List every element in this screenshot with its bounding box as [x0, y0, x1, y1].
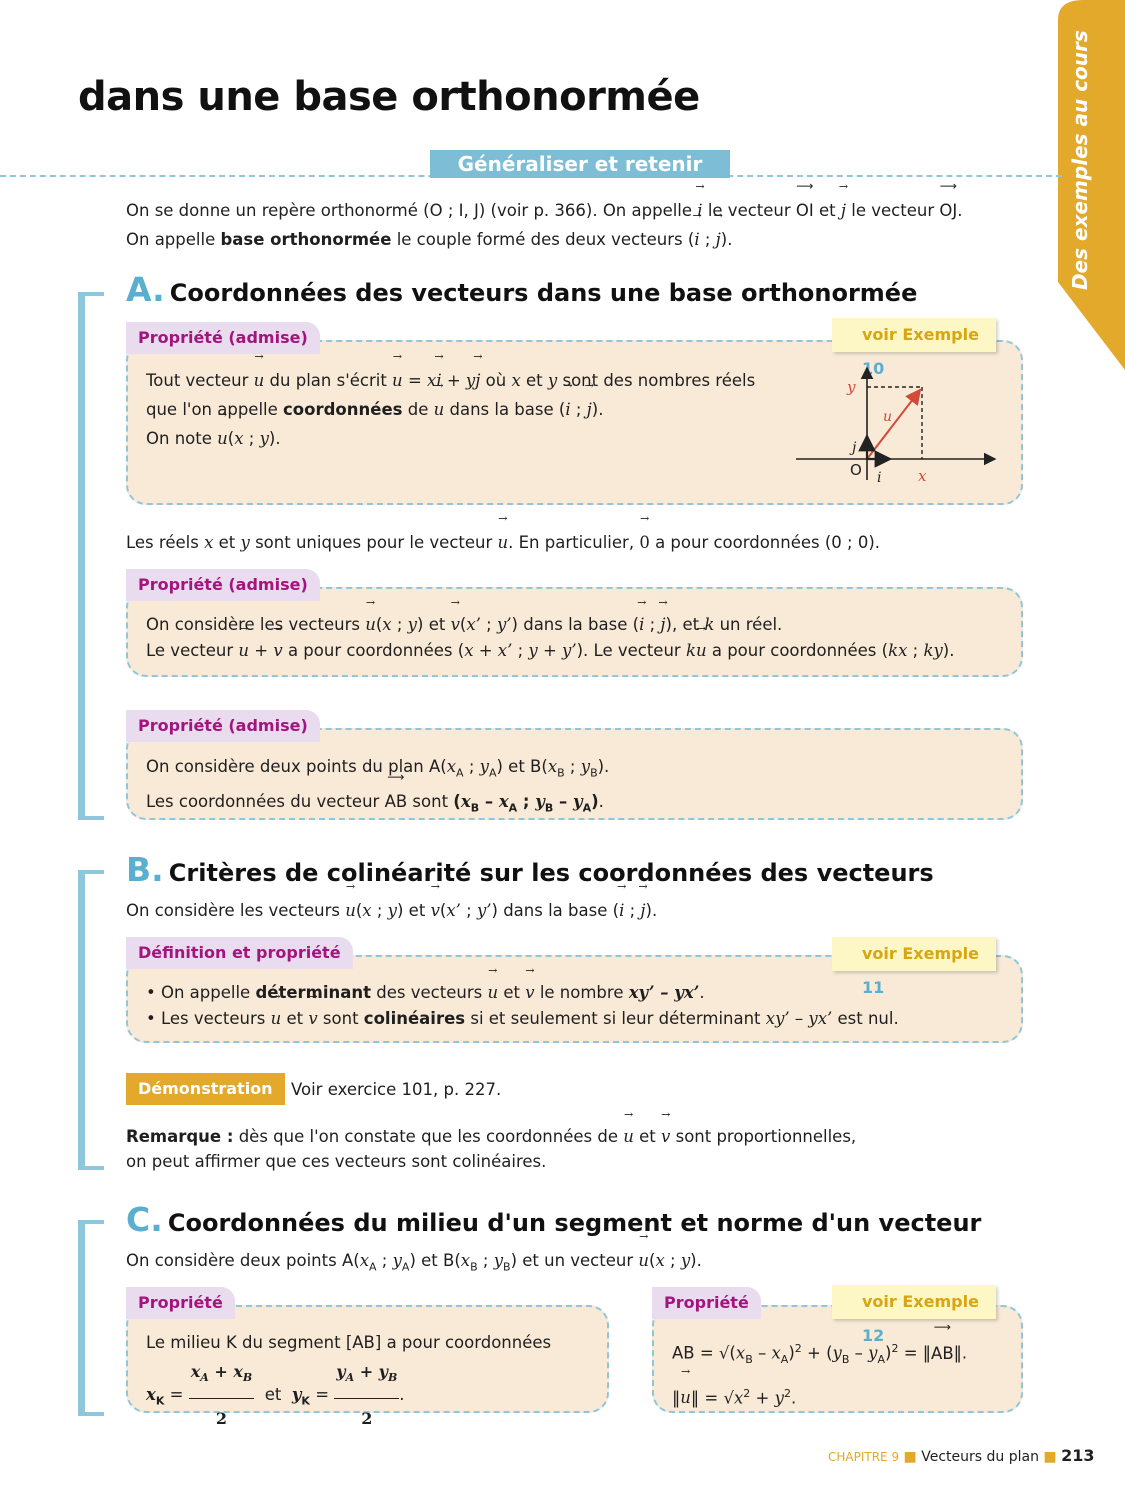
norm-formula: AB = $√(x_B - x_A)^2 + (y_B - y_A)^2$ = ‖AB ⟶‖. ‖u →‖ = $√x^2 + y^2$. — [672, 1332, 1017, 1415]
page-footer: CHAPITRE 9 ■ Vecteurs du plan ■ 213 — [828, 1446, 1095, 1465]
section-c-intro: On considère deux points $A(x_A$ ; $y_A$) et $B(x_B$ ; $y_B$) et un vecteur u →(x ; y). — [126, 1246, 1026, 1281]
svg-text:O: O — [850, 461, 862, 479]
section-a-heading: A. Coordonnées des vecteurs dans une base orthonormée — [126, 270, 918, 309]
voir-exemple-11-link[interactable]: voir Exemple 11 — [832, 937, 996, 971]
uniqueness-line: Les réels x et y sont uniques pour le vecteur u →. En particulier, 0 → a pour coordonnées (0 ; 0). — [126, 528, 1026, 557]
property-label: Propriété (admise) — [126, 322, 320, 354]
section-b-intro: On considère les vecteurs u →(x ; y) et v →(x’ ; y’) dans la base (i → ; j →). — [126, 896, 1026, 925]
property-label: Propriété — [652, 1287, 761, 1319]
demonstration-label: Démonstration — [126, 1073, 285, 1105]
midpoint-formula: $x_K$ = $\frac{x_A + x_B}{2}$ et $y_K$ = $\frac{y_A + y_B}{2}$ . — [146, 1352, 596, 1439]
svg-text:x: x — [918, 467, 927, 485]
square-icon: ■ — [1043, 1449, 1057, 1465]
intro-line-2: On appelle base orthonormée le couple formé des deux vecteurs (i → ; j →). — [126, 225, 1026, 254]
section-b-heading: B. Critères de colinéarité sur les coordonnées des vecteurs — [126, 850, 934, 889]
page-title: dans une base orthonormée — [78, 74, 700, 120]
definition-label: Définition et propriété — [126, 937, 353, 969]
remark: Remarque : dès que l'on constate que les coordonnées de u → et v → sont proportionnelles, on peut affirmer que ces vecteurs sont colinéaires. — [126, 1124, 1026, 1174]
property-label: Propriété (admise) — [126, 710, 320, 742]
midpoint-text: Le milieu K du segment [AB] a pour coordonnées — [146, 1333, 552, 1352]
svg-text:j: j — [852, 440, 857, 456]
square-icon: ■ — [903, 1449, 917, 1465]
section-c-bracket — [78, 1220, 104, 1416]
svg-text:i: i — [877, 470, 882, 486]
property-a2-text: On considère les vecteurs u →(x ; y) et v →(x’ ; y’) dans la base (i → ; j →), et k un réel. Le vecteur u → + v → a pour coordonnées (x + x’ ; y + y’). Le vecteur ku → a pour coordonnées (kx ; ky). — [146, 612, 1016, 664]
section-c-heading: C. Coordonnées du milieu d'un segment et norme d'un vecteur — [126, 1200, 982, 1239]
section-banner: Généraliser et retenir — [430, 150, 730, 178]
property-a1-text: Tout vecteur u → du plan s'écrit u → = xi → + yj → où x et y sont des nombres réels que l'on appelle coordonnées de u → dans la base (i → ; j →). On note u →(x ; y). — [146, 366, 806, 453]
definition-b-text: • On appelle déterminant des vecteurs u → et v → le nombre xy’ – yx’. • Les vecteurs u → et v → sont colinéaires si et seulement si leur déterminant xy’ – yx’ est nul. — [146, 980, 1016, 1032]
voir-exemple-10-link[interactable]: voir Exemple 10 — [832, 318, 996, 352]
intro-line-1: On se donne un repère orthonormé (O ; I, J) (voir p. 366). On appelle i → le vecteur OI ⟶ et j → le vecteur OJ ⟶. — [126, 196, 1026, 225]
property-label: Propriété (admise) — [126, 569, 320, 601]
demonstration-link[interactable]: Voir exercice 101, p. 227. — [291, 1080, 502, 1099]
voir-exemple-12-link[interactable]: voir Exemple 12 — [832, 1285, 996, 1319]
svg-text:y: y — [847, 378, 856, 396]
section-a-bracket — [78, 292, 104, 820]
property-label: Propriété — [126, 1287, 235, 1319]
section-b-bracket — [78, 870, 104, 1170]
side-tab-label: Des exemples au cours — [1068, 30, 1092, 290]
vector-diagram — [790, 360, 1005, 490]
svg-text:u: u — [883, 409, 893, 425]
property-a3-text: On considère deux points du plan $A(x_A$ ; $y_A$) et $B(x_B$ ; $y_B$). Les coordonnées du vecteur AB ⟶ sont ($x_B - x_A$ ; $y_B - y_A$). — [146, 752, 1016, 823]
